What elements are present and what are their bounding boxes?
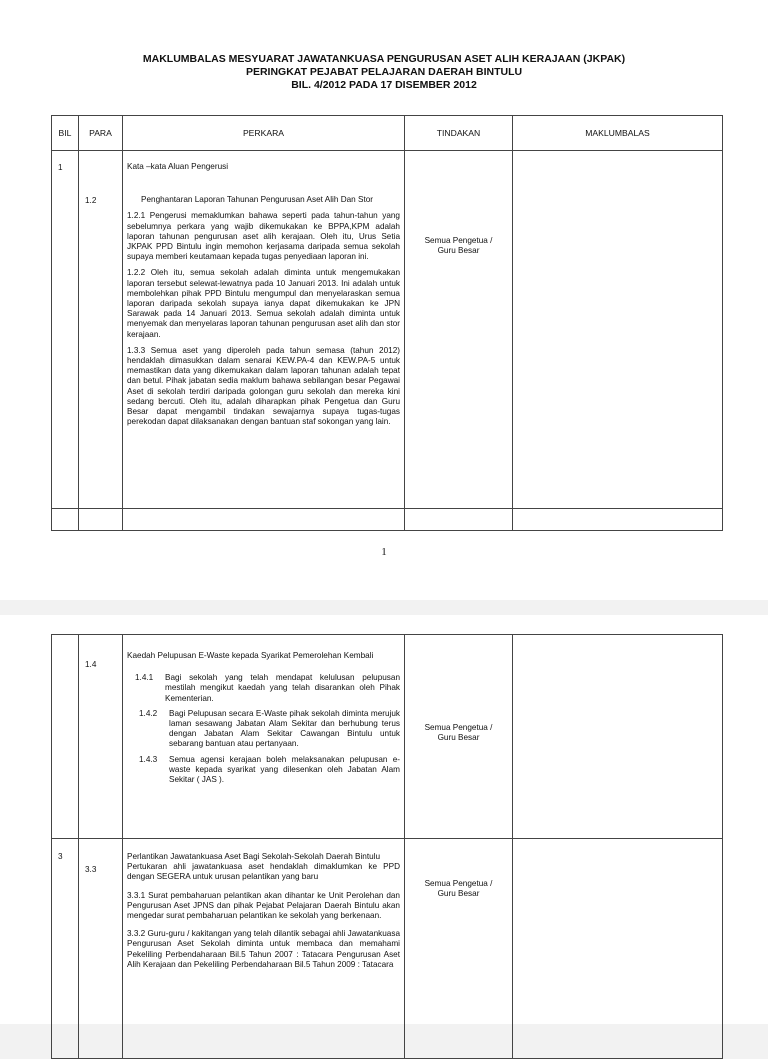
para-title: Penghantaran Laporan Tahunan Pengurusan Aset Alih Dan Stor xyxy=(141,195,374,205)
item-number: 1.4.2 xyxy=(139,708,158,718)
table-row xyxy=(52,839,723,1059)
header-subtitle: PERINGKAT PEJABAT PELAJARAN DAERAH BINTULU xyxy=(245,66,523,78)
header-meeting-number: BIL. 4/2012 PADA 17 DISEMBER 2012 xyxy=(291,79,477,91)
paragraph-1-3-3: 1.3.3 Semua aset yang diperoleh pada tahun semasa (tahun 2012) hendaklah dimasukkan dalam senarai KEW.PA-4 dan KEW.PA-5 untuk memastikan data yang dikemukakan dalam laporan tahunan adalah tepat dan betul. Pihak jabatan sedia maklum bahawa sebilangan besar Pegawai Aset di sekolah terdiri daripada golongan guru sekolah dan mereka kini sedang bercuti. Oleh itu, adalah diharapkan pihak Pengetua dan Guru Besar dapat mengambil tindakan sewajarnya supaya tugas-tugas perekodan dapat dilaksanakan dengan bantuan staf sokongan yang lain. xyxy=(127,345,400,427)
row-tindakan: Semua Pengetua / Guru Besar xyxy=(424,879,493,899)
row-para: 1.2 xyxy=(85,196,97,205)
row-perkara xyxy=(123,151,405,509)
list-item xyxy=(139,755,400,786)
minutes-table-page-2 xyxy=(51,634,723,1059)
header-tindakan: TINDAKAN xyxy=(405,116,513,151)
list-item xyxy=(135,673,400,704)
document-header xyxy=(0,53,768,92)
row-para-cell xyxy=(79,151,123,509)
table-row xyxy=(52,635,723,839)
item-number: 1.4.3 xyxy=(139,754,158,764)
list-item xyxy=(139,709,400,750)
paragraph-1-2-2: 1.2.2 Oleh itu, semua sekolah adalah diminta untuk mengemukakan laporan tersebut selewat-lewatnya pada 10 Januari 2013. Ini adalah untuk membolehkan pihak PPD Bintulu mengumpul dan menyelaraskan semua laporan daripada sekolah supaya ianya dapat dikemukakan ke JPN Sarawak pada 14 Januari 2013. Semua sekolah adalah diminta untuk menyemak dan menyelaras laporan tahunan pengurusan aset alih dan stor kerajaan. xyxy=(127,268,400,339)
row-perkara xyxy=(123,839,405,1059)
header-bil: BIL xyxy=(52,116,79,151)
item-text: Semua agensi kerajaan boleh melaksanakan pelupusan e-waste kepada syarikat yang dilesenkan oleh Jabatan Alam Sekitar ( JAS ). xyxy=(169,754,400,785)
item-number: 1.4.1 xyxy=(135,673,154,683)
row-maklumbalas xyxy=(513,635,723,839)
header-para: PARA xyxy=(79,116,123,151)
header-title: MAKLUMBALAS MESYUARAT JAWATANKUASA PENGURUSAN ASET ALIH KERAJAAN (JKPAK) xyxy=(142,53,626,65)
row-maklumbalas xyxy=(513,839,723,1059)
table-row xyxy=(52,151,723,509)
page-number: 1 xyxy=(381,546,387,558)
row-bil: 1 xyxy=(52,151,79,509)
header-perkara: PERKARA xyxy=(123,116,405,151)
row-maklumbalas xyxy=(513,151,723,509)
row-perkara xyxy=(123,635,405,839)
row-para-cell xyxy=(79,635,123,839)
row-tindakan: Semua Pengetua / Guru Besar xyxy=(424,723,493,743)
row-tindakan-cell xyxy=(405,151,513,509)
perkara-title: Kata –kata Aluan Pengerusi xyxy=(127,162,229,171)
header-maklumbalas: MAKLUMBALAS xyxy=(513,116,723,151)
paragraph-3-3-1: 3.3.1 Surat pembaharuan pelantikan akan dihantar ke Unit Perolehan dan Pengurusan Aset JPNS dan pihak Pejabat Pelajaran Daerah Bintulu akan mengedar surat pembaharuan pelantikan ke sekolah yang berkenaan. xyxy=(127,890,400,921)
table-row-empty xyxy=(52,509,723,531)
row-bil: 3 xyxy=(52,839,79,1059)
intro-text: Pertukaran ahli jawatankuasa aset hendaklah dimaklumkan ke PPD dengan SEGERA untuk urusan pelantikan yang baru xyxy=(127,862,400,882)
minutes-table-page-1 xyxy=(51,115,723,531)
row-tindakan-cell xyxy=(405,635,513,839)
table-header-row xyxy=(52,116,723,151)
row-para-cell xyxy=(79,839,123,1059)
paragraph-1-2-1: 1.2.1 Pengerusi memaklumkan bahawa seperti pada tahun-tahun yang sebelumnya perkara yang wajib dikemukakan ke BPPA,KPM adalah laporan tahunan pengurusan aset alih kerajaan. Oleh itu, Urus Setia JKPAK PPD Bintulu ingin memohon kerjasama daripada semua sekolah supaya memberi keutamaan kepada tugas penyediaan laporan ini. xyxy=(127,211,400,262)
paragraph-3-3-2: 3.3.2 Guru-guru / kakitangan yang telah dilantik sebagai ahli Jawatankuasa Pengurusan Aset Sekolah diminta untuk membaca dan memahami Pekeliling Perbendaharaan Bil.5 Tahun 2007 : Tatacara Pengurusan Aset Alih Kerajaan dan Pekeliling Perbendaharaan Bil.5 Tahun 2009 : Tatacara xyxy=(127,929,400,969)
page-2 xyxy=(0,615,768,1024)
row-tindakan: Semua Pengetua / Guru Besar xyxy=(424,236,493,256)
section-title: Kaedah Pelupusan E-Waste kepada Syarikat Pemerolehan Kembali xyxy=(127,651,374,660)
item-text: Bagi Pelupusan secara E-Waste pihak sekolah diminta merujuk laman sesawang Jabatan Alam Sekitar dan berhubung terus dengan Jabatan Alam Sekitar Cawangan Bintulu untuk sebarang bantuan atau pertanyaan. xyxy=(169,708,400,749)
row-tindakan-cell xyxy=(405,839,513,1059)
section-title: Perlantikan Jawatankuasa Aset Bagi Sekolah-Sekolah Daerah Bintulu xyxy=(127,852,381,861)
row-para: 1.4 xyxy=(85,660,97,669)
item-text: Bagi sekolah yang telah mendapat kelulusan pelupusan mestilah mengikut kaedah yang telah disarankan oleh Pihak Kementerian. xyxy=(165,673,400,703)
row-para: 3.3 xyxy=(85,865,97,874)
